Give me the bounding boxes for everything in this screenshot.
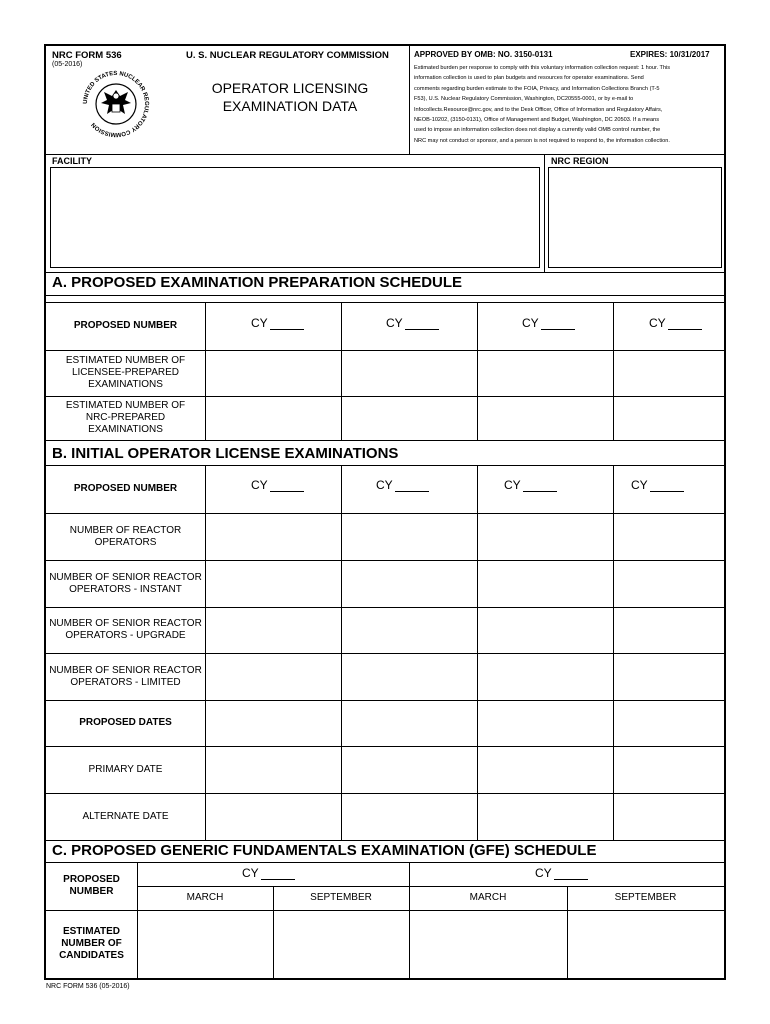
form-date: (05-2016)	[52, 61, 83, 68]
footer-form-id: NRC FORM 536 (05-2016)	[46, 983, 130, 990]
section-a-row-licensee-label: ESTIMATED NUMBER OF LICENSEE-PREPARED EXAMINATIONS	[65, 355, 186, 390]
section-c-cy-2[interactable]: CY	[535, 866, 588, 880]
section-c-candidates-label: ESTIMATED NUMBER OF CANDIDATES	[59, 926, 124, 961]
section-c-month-3: MARCH	[469, 892, 507, 903]
section-b-row-ro-label: NUMBER OF REACTOR OPERATORS	[69, 524, 182, 548]
section-a-cy-2[interactable]: CY	[386, 316, 439, 330]
section-c-month-1: MARCH	[186, 892, 224, 903]
form-id: NRC FORM 536	[52, 50, 122, 61]
expiration-date: EXPIRES: 10/31/2017	[630, 50, 710, 59]
section-c-month-4: SEPTEMBER	[614, 892, 677, 903]
section-b-proposed-dates-label: PROPOSED DATES	[79, 717, 172, 728]
facility-field[interactable]	[50, 167, 540, 268]
form-title-line2: EXAMINATION DATA	[222, 98, 358, 114]
section-b-header-label: PROPOSED NUMBER	[73, 483, 178, 494]
section-c-cy-1[interactable]: CY	[242, 866, 295, 880]
form-frame	[44, 44, 726, 980]
section-a-header-label: PROPOSED NUMBER	[73, 320, 178, 331]
section-a-cy-4[interactable]: CY	[649, 316, 702, 330]
section-b-row-sro-limited-label: NUMBER OF SENIOR REACTOR OPERATORS - LIMITED	[49, 664, 202, 688]
form-title-line1: OPERATOR LICENSING	[211, 80, 369, 96]
nrc-seal-icon	[78, 66, 154, 142]
section-c-proposed-label: PROPOSED NUMBER	[63, 874, 120, 897]
section-b-title: B. INITIAL OPERATOR LICENSE EXAMINATIONS	[52, 445, 399, 462]
facility-label: FACILITY	[52, 156, 92, 166]
omb-approval: APPROVED BY OMB: NO. 3150-0131	[414, 50, 553, 59]
burden-statement: Estimated burden per response to comply with this voluntary information collection request: 1 hour. This information collection is used to plan budgets and resources for operator examinations. Send comments regarding burden estimate to the FOIA, Privacy, and Information Collections Branch (T-5 F53), U.S. Nuclear Regulatory Commission, Washington, DC20555-0001, or by e-mail to Infocollects.Resource@nrc.gov, and to the Desk Officer, Office of Information and Regulatory Affairs, NEOB-10202, (3150-0131), Office of Management and Budget, Washington, DC 20503. If a means used to impose an information collection does not display a currently valid OMB control number, the NRC may not conduct or sponsor, and a person is not required to respond to, the information collection.	[414, 65, 671, 144]
section-c-title: C. PROPOSED GENERIC FUNDAMENTALS EXAMINATION (GFE) SCHEDULE	[52, 842, 597, 859]
agency-name: U. S. NUCLEAR REGULATORY COMMISSION	[186, 50, 389, 61]
section-c-month-2: SEPTEMBER	[310, 892, 372, 903]
seal-text: UNITED STATES NUCLEAR REGULATORY COMMISSION	[82, 70, 150, 138]
section-a-cy-3[interactable]: CY	[522, 316, 575, 330]
section-b-primary-date-label: PRIMARY DATE	[88, 763, 163, 775]
section-b-cy-2[interactable]: CY	[376, 478, 429, 492]
section-b-cy-1[interactable]: CY	[251, 478, 304, 492]
section-a-row-nrc-label: ESTIMATED NUMBER OF NRC-PREPARED EXAMINATIONS	[65, 400, 186, 435]
section-b-row-sro-instant-label: NUMBER OF SENIOR REACTOR OPERATORS - INSTANT	[49, 571, 202, 595]
section-a-title: A. PROPOSED EXAMINATION PREPARATION SCHEDULE	[52, 274, 463, 291]
section-a-cy-1[interactable]: CY	[251, 316, 304, 330]
section-b-row-sro-upgrade-label: NUMBER OF SENIOR REACTOR OPERATORS - UPGRADE	[49, 618, 202, 641]
nrc-region-field[interactable]	[548, 167, 722, 268]
section-b-cy-3[interactable]: CY	[504, 478, 557, 492]
section-b-alternate-date-label: ALTERNATE DATE	[82, 810, 169, 822]
region-label: NRC REGION	[551, 156, 609, 166]
section-b-cy-4[interactable]: CY	[631, 478, 684, 492]
